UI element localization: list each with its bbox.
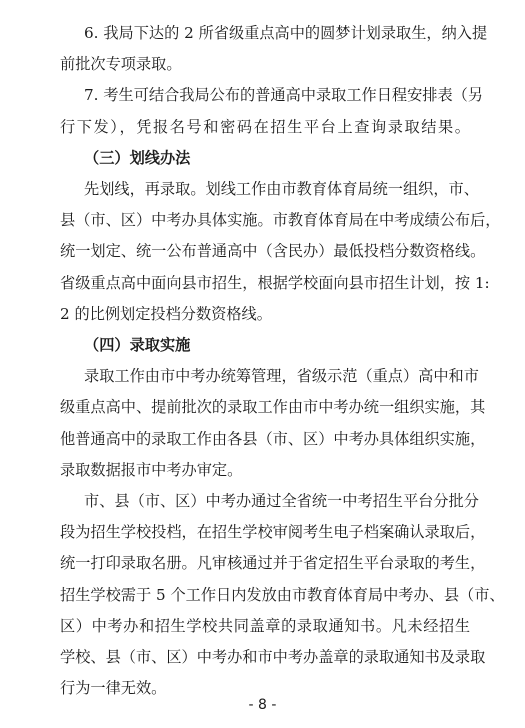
section-heading-3: （三）划线办法	[84, 148, 191, 167]
section-heading-4: （四）录取实施	[84, 336, 191, 354]
paragraph-line: 前批次专项录取。	[60, 55, 182, 74]
paragraph-line: 市、县（市、区）中考办通过全省统一中考招生平台分批分	[84, 492, 479, 510]
paragraph-line: 2 的比例划定投档分数资格线。	[60, 304, 272, 323]
paragraph-line: 6. 我局下达的 2 所省级重点高中的圆梦计划录取生，纳入提	[84, 24, 488, 42]
paragraph-line: 他普通高中的录取工作由各县（市、区）中考办具体组织实施，	[60, 429, 486, 448]
paragraph-line: 统一划定、统一公布普通高中（含民办）最低投档分数资格线。	[60, 242, 486, 261]
paragraph-line: 段为招生学校投档，在招生学校审阅考生电子档案确认录取后，	[60, 523, 486, 542]
paragraph-line: 先划线，再录取。划线工作由市教育体育局统一组织，市、	[84, 180, 479, 198]
paragraph-line: 行下发），凭报名号和密码在招生平台上查询录取结果。	[60, 117, 470, 136]
paragraph-line: 县（市、区）中考办具体实施。市教育体育局在中考成绩公布后，	[60, 211, 501, 230]
paragraph-line: 省级重点高中面向县市招生，根据学校面向县市招生计划，按 1:	[60, 273, 490, 292]
paragraph-line: 统一打印录取名册。凡审核通过并于省定招生平台录取的考生，	[60, 554, 486, 573]
paragraph-line: 录取工作由市中考办统筹管理，省级示范（重点）高中和市	[84, 367, 479, 386]
paragraph-line: 级重点高中、提前批次的录取工作由市中考办统一组织实施，其	[60, 398, 486, 417]
paragraph-line: 招生学校需于 5 个工作日内发放由市教育体育局中考办、县（市、	[60, 585, 505, 604]
paragraph-line: 录取数据报市中考办审定。	[60, 460, 243, 479]
page-number: - 8 -	[248, 697, 277, 713]
paragraph-line: 区）中考办和招生学校共同盖章的录取通知书。凡未经招生	[60, 616, 470, 635]
paragraph-line: 学校、县（市、区）中考办和市中考办盖章的录取通知书及录取	[60, 648, 486, 666]
paragraph-line: 行为一律无效。	[60, 679, 167, 698]
paragraph-line: 7. 考生可结合我局公布的普通高中录取工作日程安排表（另	[84, 86, 484, 105]
